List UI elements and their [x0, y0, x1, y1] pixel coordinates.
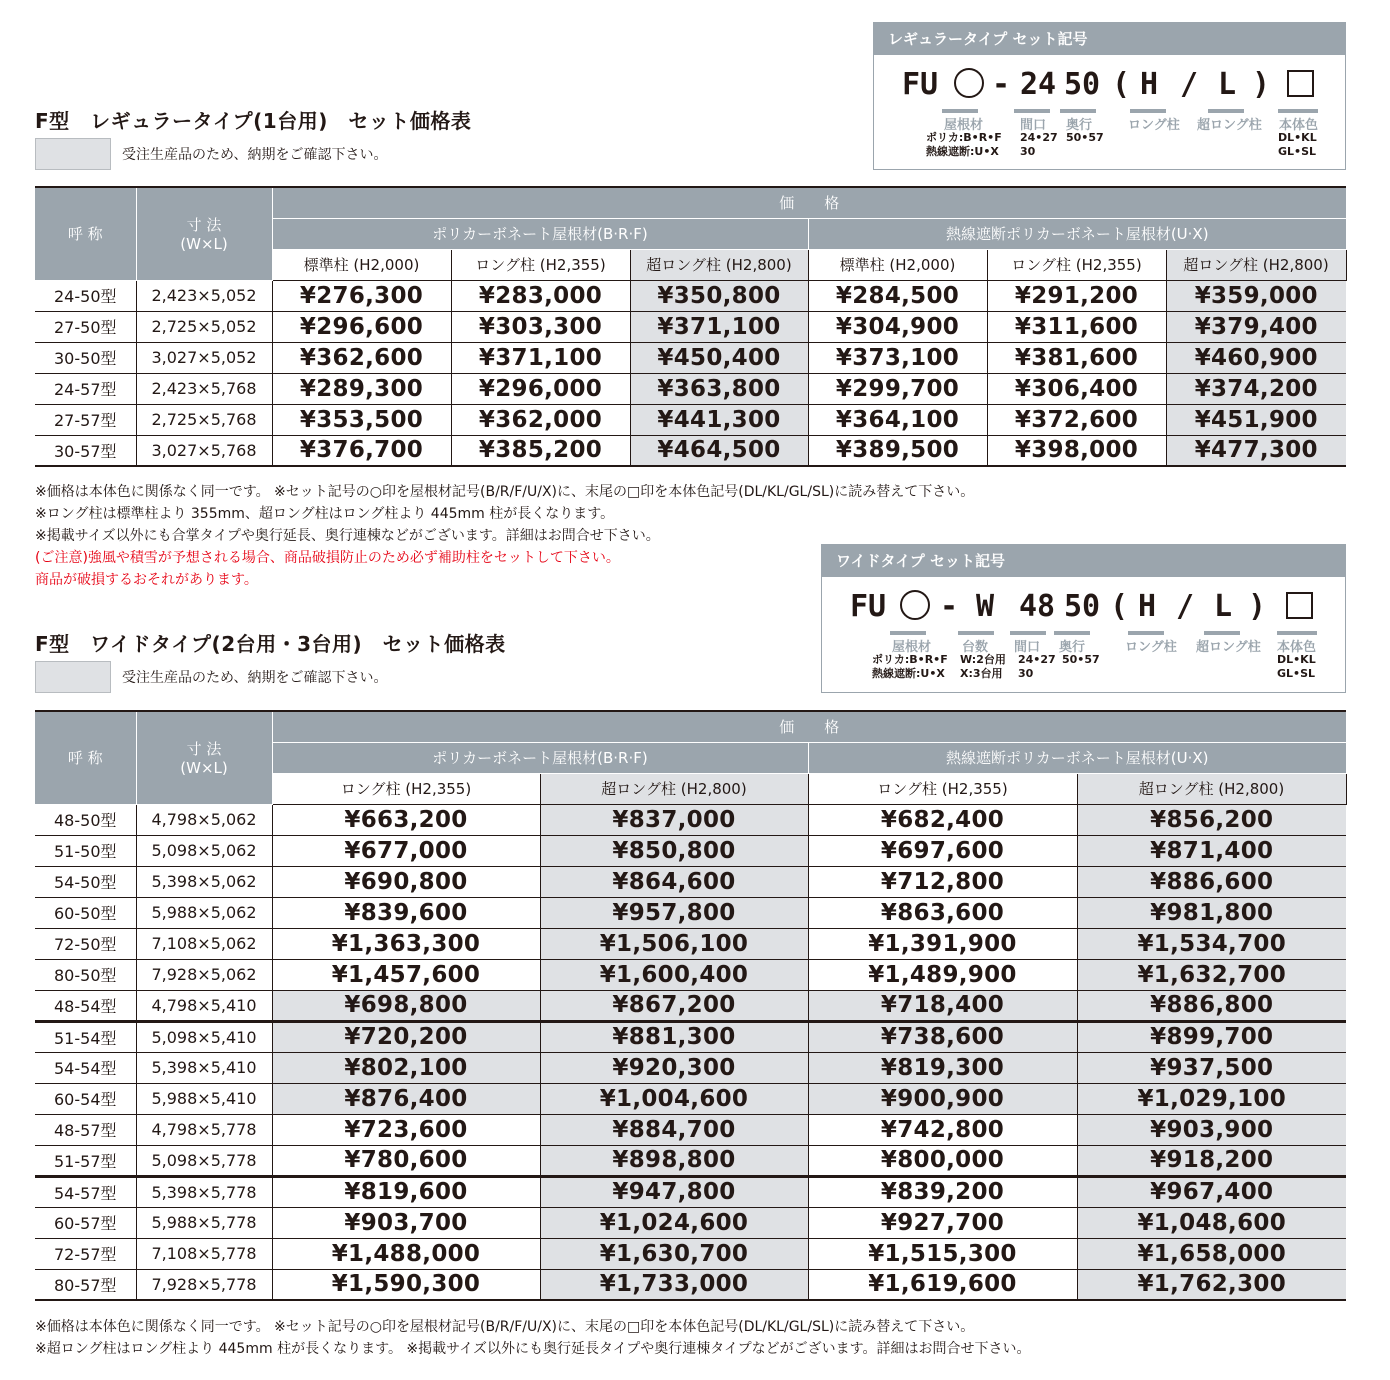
table-row — [35, 280, 1346, 311]
header-dimension — [136, 711, 272, 804]
price-cell: ¥276,300 — [272, 280, 451, 311]
price-cell: ¥376,700 — [272, 435, 451, 466]
price-cell: ¥981,800 — [1077, 897, 1346, 928]
code-part-color-square — [1286, 592, 1313, 627]
price-cell: ¥1,600,400 — [540, 959, 808, 990]
label-width: 間口 — [1020, 118, 1047, 133]
price-cell: ¥1,506,100 — [540, 928, 808, 959]
size-name: 54-57型 — [35, 1176, 136, 1207]
label-count: 台数 — [962, 640, 989, 655]
price-cell: ¥663,200 — [272, 804, 540, 835]
size-name: 80-50型 — [35, 959, 136, 990]
size-name: 24-57型 — [35, 373, 136, 404]
size-name: 51-50型 — [35, 835, 136, 866]
code-part-color-square — [1287, 70, 1314, 105]
note-line: ※超ロング柱はロング柱より 445mm 柱が長くなります。 ※掲載サイズ以外にも奥行延長タイプや奥行連棟タイプなどがございます。詳細はお問合せ下さい。 — [35, 1341, 1031, 1357]
depth-option: 50•57 — [1066, 131, 1104, 144]
price-cell: ¥839,600 — [272, 897, 540, 928]
price-cell: ¥362,000 — [451, 404, 630, 435]
price-cell: ¥350,800 — [630, 280, 808, 311]
table-row — [35, 928, 1346, 959]
price-cell: ¥884,700 — [540, 1114, 808, 1145]
price-cell: ¥800,000 — [808, 1145, 1077, 1176]
price-cell: ¥742,800 — [808, 1114, 1077, 1145]
header-dimension-label: 寸 法 — [186, 216, 222, 235]
code-part-dash: - — [992, 67, 1011, 102]
regular-price-table — [35, 186, 1347, 467]
price-cell: ¥1,590,300 — [272, 1269, 540, 1300]
roof-option-heat: 熱線遮断:U•X — [872, 667, 945, 680]
price-cell: ¥886,600 — [1077, 866, 1346, 897]
table-row — [35, 866, 1346, 897]
dimension: 7,928×5,778 — [136, 1269, 272, 1300]
roof-option-polyca: ポリカ:B•R•F — [872, 653, 948, 666]
dimension: 5,988×5,410 — [136, 1083, 272, 1114]
code-part-close-paren: ) — [1252, 67, 1271, 102]
header-dimension — [136, 187, 272, 280]
roof-option-heat: 熱線遮断:U•X — [926, 145, 999, 158]
price-cell: ¥1,733,000 — [540, 1269, 808, 1300]
regular-set-code-header: レギュラータイプ セット記号 — [874, 23, 1345, 55]
code-part-close-paren: ) — [1248, 589, 1267, 624]
dimension: 3,027×5,052 — [136, 342, 272, 373]
table-row — [35, 311, 1346, 342]
price-cell: ¥937,500 — [1077, 1052, 1346, 1083]
code-part-width: 24 — [1020, 67, 1057, 102]
column-header: 超ロング柱 (H2,800) — [1077, 773, 1346, 804]
price-cell: ¥723,600 — [272, 1114, 540, 1145]
circle-icon — [954, 68, 984, 98]
dimension: 4,798×5,062 — [136, 804, 272, 835]
code-part-h: H — [1138, 589, 1157, 624]
price-cell: ¥362,600 — [272, 342, 451, 373]
size-name: 24-50型 — [35, 280, 136, 311]
count-option-1: W:2台用 — [960, 653, 1006, 666]
table-row — [35, 1238, 1346, 1269]
code-part-fu: FU — [850, 589, 887, 624]
size-name: 51-57型 — [35, 1145, 136, 1176]
price-cell: ¥927,700 — [808, 1207, 1077, 1238]
code-part-dash: - — [940, 589, 959, 624]
label-body-color: 本体色 — [1279, 118, 1319, 133]
column-header: 超ロング柱 (H2,800) — [540, 773, 808, 804]
price-cell: ¥867,200 — [540, 990, 808, 1021]
price-cell: ¥947,800 — [540, 1176, 808, 1207]
price-cell: ¥898,800 — [540, 1145, 808, 1176]
table-row — [35, 1145, 1346, 1176]
size-name: 48-50型 — [35, 804, 136, 835]
price-cell: ¥451,900 — [1166, 404, 1346, 435]
size-name: 51-54型 — [35, 1021, 136, 1052]
table-row — [35, 1083, 1346, 1114]
price-cell: ¥296,000 — [451, 373, 630, 404]
circle-icon — [900, 590, 930, 620]
price-cell: ¥718,400 — [808, 990, 1077, 1021]
price-cell: ¥1,658,000 — [1077, 1238, 1346, 1269]
price-cell: ¥903,900 — [1077, 1114, 1346, 1145]
price-cell: ¥379,400 — [1166, 311, 1346, 342]
code-part-l: L — [1214, 589, 1233, 624]
color-option-1: DL•KL — [1277, 653, 1316, 666]
price-cell: ¥311,600 — [987, 311, 1166, 342]
column-header: 標準柱 (H2,000) — [808, 249, 987, 280]
table-row — [35, 1114, 1346, 1145]
price-cell: ¥876,400 — [272, 1083, 540, 1114]
column-header: 標準柱 (H2,000) — [272, 249, 451, 280]
price-cell: ¥1,515,300 — [808, 1238, 1077, 1269]
price-cell: ¥398,000 — [987, 435, 1166, 466]
size-name: 72-50型 — [35, 928, 136, 959]
dimension: 3,027×5,768 — [136, 435, 272, 466]
size-name: 60-50型 — [35, 897, 136, 928]
table-row — [35, 404, 1346, 435]
price-cell: ¥967,400 — [1077, 1176, 1346, 1207]
size-name: 27-50型 — [35, 311, 136, 342]
price-cell: ¥780,600 — [272, 1145, 540, 1176]
price-cell: ¥1,762,300 — [1077, 1269, 1346, 1300]
price-cell: ¥871,400 — [1077, 835, 1346, 866]
price-cell: ¥1,630,700 — [540, 1238, 808, 1269]
size-name: 30-50型 — [35, 342, 136, 373]
width-option-1: 24•27 — [1018, 653, 1056, 666]
made-to-order-legend: 受注生産品のため、納期をご確認下さい。 — [122, 147, 388, 163]
wide-set-code-header: ワイドタイプ セット記号 — [822, 545, 1345, 577]
size-name: 54-50型 — [35, 866, 136, 897]
dimension: 4,798×5,778 — [136, 1114, 272, 1145]
table-row — [35, 1021, 1346, 1052]
dimension: 5,098×5,778 — [136, 1145, 272, 1176]
code-part-h: H — [1140, 67, 1159, 102]
price-cell: ¥289,300 — [272, 373, 451, 404]
dimension: 5,098×5,410 — [136, 1021, 272, 1052]
price-cell: ¥1,632,700 — [1077, 959, 1346, 990]
size-name: 48-57型 — [35, 1114, 136, 1145]
table-row — [35, 342, 1346, 373]
made-to-order-swatch — [35, 661, 111, 693]
column-header: 超ロング柱 (H2,800) — [1166, 249, 1346, 280]
header-name: 呼 称 — [35, 187, 136, 280]
code-part-depth: 50 — [1064, 67, 1101, 102]
price-cell: ¥385,200 — [451, 435, 630, 466]
price-cell: ¥1,534,700 — [1077, 928, 1346, 959]
price-cell: ¥464,500 — [630, 435, 808, 466]
price-cell: ¥712,800 — [808, 866, 1077, 897]
note-line: ※ロング柱は標準柱より 355mm、超ロング柱はロング柱より 445mm 柱が長くなります。 — [35, 506, 615, 522]
label-depth: 奥行 — [1059, 640, 1086, 655]
header-dimension-sub: (W×L) — [180, 235, 228, 254]
code-part-roof-circle — [900, 590, 930, 628]
size-name: 54-54型 — [35, 1052, 136, 1083]
table-row — [35, 1207, 1346, 1238]
table-row — [35, 1052, 1346, 1083]
note-line: ※価格は本体色に関係なく同一です。 ※セット記号の○印を屋根材記号(B/R/F/U/X)に、末尾の□印を本体色記号(DL/KL/GL/SL)に読み替えて下さい。 — [35, 1319, 975, 1335]
header-dimension-sub: (W×L) — [180, 759, 228, 778]
square-icon — [1286, 592, 1313, 619]
header-name: 呼 称 — [35, 711, 136, 804]
price-cell: ¥720,200 — [272, 1021, 540, 1052]
warning-line: 商品が破損するおそれがあります。 — [35, 572, 258, 588]
price-cell: ¥864,600 — [540, 866, 808, 897]
price-cell: ¥1,457,600 — [272, 959, 540, 990]
column-header: 超ロング柱 (H2,800) — [630, 249, 808, 280]
label-depth: 奥行 — [1066, 118, 1093, 133]
price-cell: ¥371,100 — [630, 311, 808, 342]
price-cell: ¥477,300 — [1166, 435, 1346, 466]
price-cell: ¥698,800 — [272, 990, 540, 1021]
note-line: ※掲載サイズ以外にも合掌タイプや奥行延長、奥行連棟などがございます。詳細はお問合せ下さい。 — [35, 528, 660, 544]
code-part-slash: / — [1176, 589, 1195, 624]
wide-table-title: F型 ワイドタイプ(2台用・3台用) セット価格表 — [35, 632, 506, 656]
size-name: 27-57型 — [35, 404, 136, 435]
price-cell: ¥677,000 — [272, 835, 540, 866]
price-cell: ¥291,200 — [987, 280, 1166, 311]
price-cell: ¥363,800 — [630, 373, 808, 404]
regular-table-title: F型 レギュラータイプ(1台用) セット価格表 — [35, 109, 472, 133]
size-name: 80-57型 — [35, 1269, 136, 1300]
price-cell: ¥903,700 — [272, 1207, 540, 1238]
size-name: 48-54型 — [35, 990, 136, 1021]
price-cell: ¥900,900 — [808, 1083, 1077, 1114]
price-cell: ¥441,300 — [630, 404, 808, 435]
header-price: 価 格 — [272, 711, 1346, 742]
code-part-l: L — [1218, 67, 1237, 102]
price-cell: ¥460,900 — [1166, 342, 1346, 373]
price-cell: ¥863,600 — [808, 897, 1077, 928]
size-name: 72-57型 — [35, 1238, 136, 1269]
table-row — [35, 435, 1346, 466]
price-cell: ¥371,100 — [451, 342, 630, 373]
price-cell: ¥299,700 — [808, 373, 987, 404]
label-roof: 屋根材 — [944, 118, 984, 133]
table-row — [35, 804, 1346, 835]
warning-line: (ご注意)強風や積雪が予想される場合、商品破損防止のため必ず補助柱をセットして下さい。 — [35, 550, 620, 566]
price-cell: ¥353,500 — [272, 404, 451, 435]
price-cell: ¥306,400 — [987, 373, 1166, 404]
price-cell: ¥374,200 — [1166, 373, 1346, 404]
dimension: 2,423×5,052 — [136, 280, 272, 311]
size-name: 60-54型 — [35, 1083, 136, 1114]
price-cell: ¥450,400 — [630, 342, 808, 373]
width-option-2: 30 — [1020, 145, 1036, 158]
square-icon — [1287, 70, 1314, 97]
price-cell: ¥881,300 — [540, 1021, 808, 1052]
price-cell: ¥1,488,000 — [272, 1238, 540, 1269]
price-cell: ¥1,024,600 — [540, 1207, 808, 1238]
price-cell: ¥819,600 — [272, 1176, 540, 1207]
price-cell: ¥1,619,600 — [808, 1269, 1077, 1300]
label-width: 間口 — [1014, 640, 1041, 655]
header-group-heat-blocking: 熱線遮断ポリカーボネート屋根材(U·X) — [808, 218, 1346, 249]
count-option-2: X:3台用 — [960, 667, 1003, 680]
label-roof: 屋根材 — [892, 640, 932, 655]
wide-set-code-box — [821, 544, 1346, 693]
column-header: ロング柱 (H2,355) — [987, 249, 1166, 280]
regular-set-code-box — [873, 22, 1346, 170]
wide-price-table — [35, 710, 1347, 1301]
dimension: 4,798×5,410 — [136, 990, 272, 1021]
label-body-color: 本体色 — [1277, 640, 1317, 655]
made-to-order-legend: 受注生産品のため、納期をご確認下さい。 — [122, 670, 388, 686]
price-cell: ¥856,200 — [1077, 804, 1346, 835]
column-header: ロング柱 (H2,355) — [808, 773, 1077, 804]
price-cell: ¥886,800 — [1077, 990, 1346, 1021]
price-cell: ¥918,200 — [1077, 1145, 1346, 1176]
label-long-post: ロング柱 — [1128, 118, 1180, 133]
dimension: 5,398×5,410 — [136, 1052, 272, 1083]
price-cell: ¥850,800 — [540, 835, 808, 866]
label-long-post: ロング柱 — [1125, 640, 1177, 655]
dimension: 2,423×5,768 — [136, 373, 272, 404]
price-cell: ¥1,004,600 — [540, 1083, 808, 1114]
price-cell: ¥1,391,900 — [808, 928, 1077, 959]
price-cell: ¥304,900 — [808, 311, 987, 342]
price-cell: ¥373,100 — [808, 342, 987, 373]
width-option-2: 30 — [1018, 667, 1034, 680]
price-cell: ¥283,000 — [451, 280, 630, 311]
made-to-order-swatch — [35, 138, 111, 170]
dimension: 5,398×5,778 — [136, 1176, 272, 1207]
size-name: 30-57型 — [35, 435, 136, 466]
width-option-1: 24•27 — [1020, 131, 1058, 144]
table-row — [35, 1269, 1346, 1300]
price-cell: ¥697,600 — [808, 835, 1077, 866]
price-cell: ¥920,300 — [540, 1052, 808, 1083]
price-cell: ¥1,048,600 — [1077, 1207, 1346, 1238]
price-cell: ¥738,600 — [808, 1021, 1077, 1052]
price-cell: ¥1,363,300 — [272, 928, 540, 959]
price-cell: ¥389,500 — [808, 435, 987, 466]
price-cell: ¥839,200 — [808, 1176, 1077, 1207]
price-cell: ¥1,029,100 — [1077, 1083, 1346, 1114]
price-cell: ¥837,000 — [540, 804, 808, 835]
price-cell: ¥690,800 — [272, 866, 540, 897]
code-part-slash: / — [1180, 67, 1199, 102]
price-cell: ¥802,100 — [272, 1052, 540, 1083]
dimension: 5,398×5,062 — [136, 866, 272, 897]
code-part-fu: FU — [902, 67, 939, 102]
depth-option: 50•57 — [1062, 653, 1100, 666]
price-cell: ¥364,100 — [808, 404, 987, 435]
dimension: 5,098×5,062 — [136, 835, 272, 866]
table-row — [35, 373, 1346, 404]
price-cell: ¥372,600 — [987, 404, 1166, 435]
price-cell: ¥899,700 — [1077, 1021, 1346, 1052]
table-row — [35, 990, 1346, 1021]
dimension: 7,928×5,062 — [136, 959, 272, 990]
dimension: 7,108×5,778 — [136, 1238, 272, 1269]
header-dimension-label: 寸 法 — [186, 740, 222, 759]
label-extra-long-post: 超ロング柱 — [1196, 640, 1261, 655]
color-option-1: DL•KL — [1278, 131, 1317, 144]
code-part-roof-circle — [954, 68, 984, 106]
price-cell: ¥1,489,900 — [808, 959, 1077, 990]
dimension: 5,988×5,778 — [136, 1207, 272, 1238]
price-cell: ¥682,400 — [808, 804, 1077, 835]
header-group-polycarbonate: ポリカーボネート屋根材(B·R·F) — [272, 218, 808, 249]
code-part-count: W — [976, 589, 995, 624]
label-extra-long-post: 超ロング柱 — [1197, 118, 1262, 133]
price-cell: ¥957,800 — [540, 897, 808, 928]
price-cell: ¥381,600 — [987, 342, 1166, 373]
size-name: 60-57型 — [35, 1207, 136, 1238]
column-header: ロング柱 (H2,355) — [272, 773, 540, 804]
code-part-open-paren: ( — [1112, 67, 1131, 102]
color-option-2: GL•SL — [1277, 667, 1316, 680]
roof-option-polyca: ポリカ:B•R•F — [926, 131, 1002, 144]
table-row — [35, 1176, 1346, 1207]
table-row — [35, 897, 1346, 928]
dimension: 7,108×5,062 — [136, 928, 272, 959]
price-cell: ¥303,300 — [451, 311, 630, 342]
price-cell: ¥359,000 — [1166, 280, 1346, 311]
code-part-depth: 50 — [1064, 589, 1101, 624]
code-part-open-paren: ( — [1110, 589, 1129, 624]
header-price: 価 格 — [272, 187, 1346, 218]
header-group-heat-blocking: 熱線遮断ポリカーボネート屋根材(U·X) — [808, 742, 1346, 773]
dimension: 2,725×5,052 — [136, 311, 272, 342]
color-option-2: GL•SL — [1278, 145, 1317, 158]
dimension: 5,988×5,062 — [136, 897, 272, 928]
dimension: 2,725×5,768 — [136, 404, 272, 435]
note-line: ※価格は本体色に関係なく同一です。 ※セット記号の○印を屋根材記号(B/R/F/U/X)に、末尾の□印を本体色記号(DL/KL/GL/SL)に読み替えて下さい。 — [35, 484, 975, 500]
wide-notes — [35, 1316, 1031, 1360]
table-row — [35, 835, 1346, 866]
column-header: ロング柱 (H2,355) — [451, 249, 630, 280]
header-group-polycarbonate: ポリカーボネート屋根材(B·R·F) — [272, 742, 808, 773]
price-cell: ¥296,600 — [272, 311, 451, 342]
code-part-width: 48 — [1019, 589, 1056, 624]
table-row — [35, 959, 1346, 990]
price-cell: ¥284,500 — [808, 280, 987, 311]
price-cell: ¥819,300 — [808, 1052, 1077, 1083]
